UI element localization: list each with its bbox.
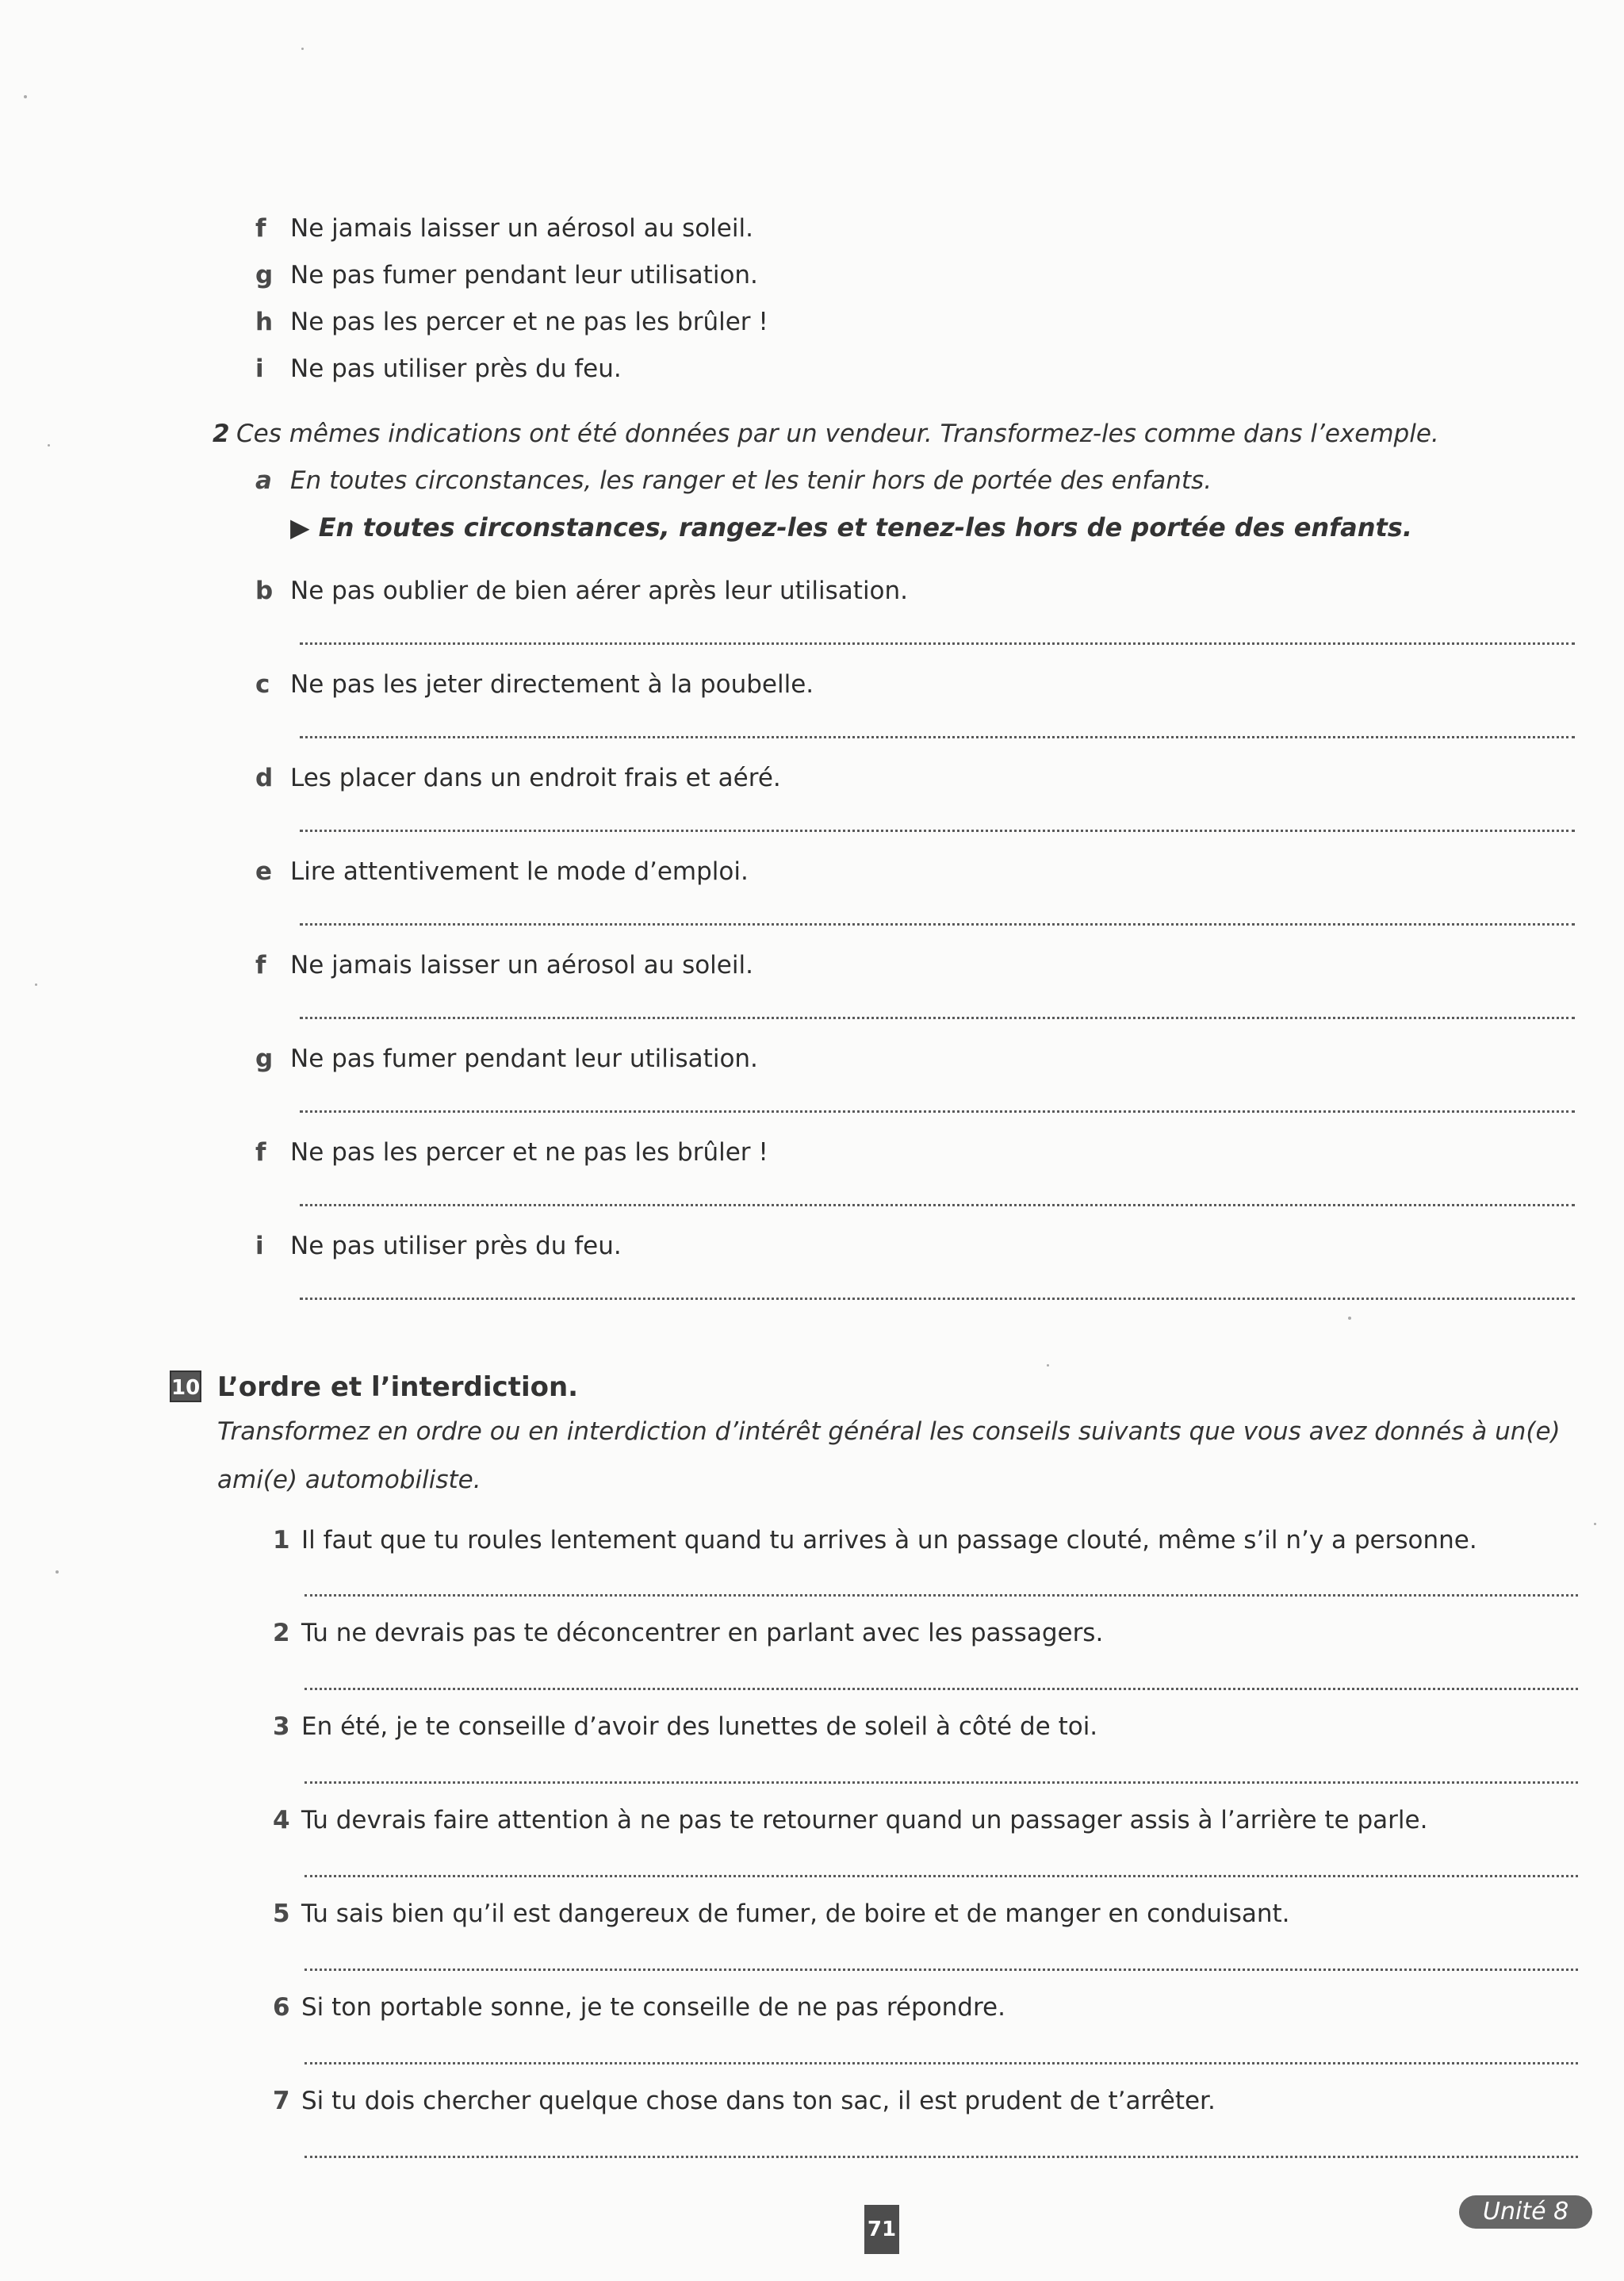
page-number: 71 (864, 2205, 899, 2254)
item-letter: g (255, 261, 274, 289)
exercise-number: 2 (213, 420, 230, 448)
list-item (255, 764, 781, 792)
section-instruction-line-2: ami(e) automobiliste. (217, 1466, 481, 1494)
scan-speck (1047, 1364, 1049, 1367)
item-text: Ne jamais laisser un aérosol au soleil. (290, 951, 753, 979)
item-text: Ne pas les percer et ne pas les brûler ! (290, 308, 768, 336)
list-item (273, 2087, 1216, 2115)
list-item (255, 355, 622, 383)
answer-line[interactable] (304, 1969, 1578, 1971)
item-text: Ne pas les percer et ne pas les brûler ! (290, 1138, 768, 1167)
section-instruction-line-1: Transformez en ordre ou en interdiction d’intérêt général les conseils suivants que vous avez donnés à un(e) (217, 1417, 1561, 1446)
answer-line[interactable] (304, 1781, 1578, 1784)
answer-line[interactable] (304, 1688, 1578, 1690)
item-letter: i (255, 355, 264, 383)
item-letter: f (255, 1138, 266, 1167)
list-item (273, 1806, 1427, 1834)
item-number: 6 (273, 1993, 290, 2022)
list-item (273, 1900, 1290, 1928)
item-number: 7 (273, 2087, 290, 2115)
answer-line[interactable] (304, 2062, 1578, 2064)
section-title: L’ordre et l’interdiction. (217, 1371, 579, 1403)
list-item (255, 214, 753, 243)
answer-line[interactable] (300, 1110, 1575, 1113)
item-text: En été, je te conseille d’avoir des lunettes de soleil à côté de toi. (301, 1712, 1098, 1741)
scan-speck (1594, 1523, 1596, 1525)
item-text: Tu ne devrais pas te déconcentrer en parlant avec les passagers. (301, 1619, 1104, 1647)
item-text: Il faut que tu roules lentement quand tu arrives à un passage clouté, même s’il n’y a personne. (301, 1526, 1477, 1555)
item-letter: f (255, 214, 266, 243)
scan-speck (35, 983, 37, 986)
list-item (255, 1232, 622, 1260)
item-text: Si ton portable sonne, je te conseille de ne pas répondre. (301, 1993, 1005, 2022)
item-text: Ne pas fumer pendant leur utilisation. (290, 261, 758, 289)
item-text: Ne pas utiliser près du feu. (290, 355, 622, 383)
item-letter: d (255, 764, 274, 792)
unit-badge: Unité 8 (1459, 2195, 1592, 2229)
scan-speck (24, 95, 27, 98)
example-item (255, 466, 1212, 495)
answer-line[interactable] (300, 736, 1575, 738)
list-item (255, 670, 814, 699)
scan-speck (1348, 1317, 1351, 1320)
item-letter: c (255, 670, 270, 699)
item-letter: e (255, 857, 273, 886)
item-text: Ne pas fumer pendant leur utilisation. (290, 1045, 758, 1073)
list-item (273, 1712, 1097, 1741)
example-answer: ▶ En toutes circonstances, rangez-les et tenez-les hors de portée des enfants. (290, 512, 1412, 542)
item-number: 3 (273, 1712, 290, 1741)
answer-line[interactable] (304, 1594, 1578, 1597)
scan-speck (48, 444, 50, 447)
list-item (255, 857, 749, 886)
exercise-instruction-text: Ces mêmes indications ont été données par un vendeur. Transformez-les comme dans l’exemple. (236, 420, 1439, 448)
answer-line[interactable] (304, 1875, 1578, 1877)
item-number: 1 (273, 1526, 290, 1555)
example-text: En toutes circonstances, les ranger et les tenir hors de portée des enfants. (290, 466, 1212, 495)
list-item (255, 1045, 758, 1073)
answer-line[interactable] (300, 830, 1575, 832)
scan-speck (301, 48, 304, 50)
item-number: 4 (273, 1806, 290, 1834)
item-letter: f (255, 951, 266, 979)
item-letter: b (255, 577, 274, 605)
list-item (255, 1138, 768, 1167)
item-letter: i (255, 1232, 264, 1260)
answer-line[interactable] (300, 1017, 1575, 1019)
item-text: Ne pas oublier de bien aérer après leur utilisation. (290, 577, 909, 605)
list-item (273, 1993, 1005, 2022)
item-text: Lire attentivement le mode d’emploi. (290, 857, 749, 886)
list-item (255, 308, 768, 336)
list-item (255, 261, 758, 289)
list-item (255, 577, 908, 605)
item-text: Tu sais bien qu’il est dangereux de fumer, de boire et de manger en conduisant. (301, 1900, 1290, 1928)
exercise-instruction (213, 420, 1439, 448)
item-letter: g (255, 1045, 274, 1073)
item-text: Ne jamais laisser un aérosol au soleil. (290, 214, 753, 243)
item-number: 5 (273, 1900, 290, 1928)
item-text: Tu devrais faire attention à ne pas te retourner quand un passager assis à l’arrière te parle. (301, 1806, 1428, 1834)
item-text: Ne pas les jeter directement à la poubelle. (290, 670, 814, 699)
scan-speck (56, 1570, 59, 1574)
item-letter: a (255, 466, 272, 495)
answer-line[interactable] (304, 2156, 1578, 2158)
answer-line[interactable] (300, 1298, 1575, 1300)
section-number-badge: 10 (170, 1371, 201, 1402)
list-item (273, 1526, 1477, 1555)
answer-line[interactable] (300, 642, 1575, 645)
answer-line[interactable] (300, 1204, 1575, 1206)
list-item (255, 951, 753, 979)
item-text: Ne pas utiliser près du feu. (290, 1232, 622, 1260)
answer-line[interactable] (300, 923, 1575, 926)
item-text: Les placer dans un endroit frais et aéré. (290, 764, 781, 792)
item-number: 2 (273, 1619, 290, 1647)
item-letter: h (255, 308, 274, 336)
list-item (273, 1619, 1103, 1647)
item-text: Si tu dois chercher quelque chose dans ton sac, il est prudent de t’arrêter. (301, 2087, 1216, 2115)
